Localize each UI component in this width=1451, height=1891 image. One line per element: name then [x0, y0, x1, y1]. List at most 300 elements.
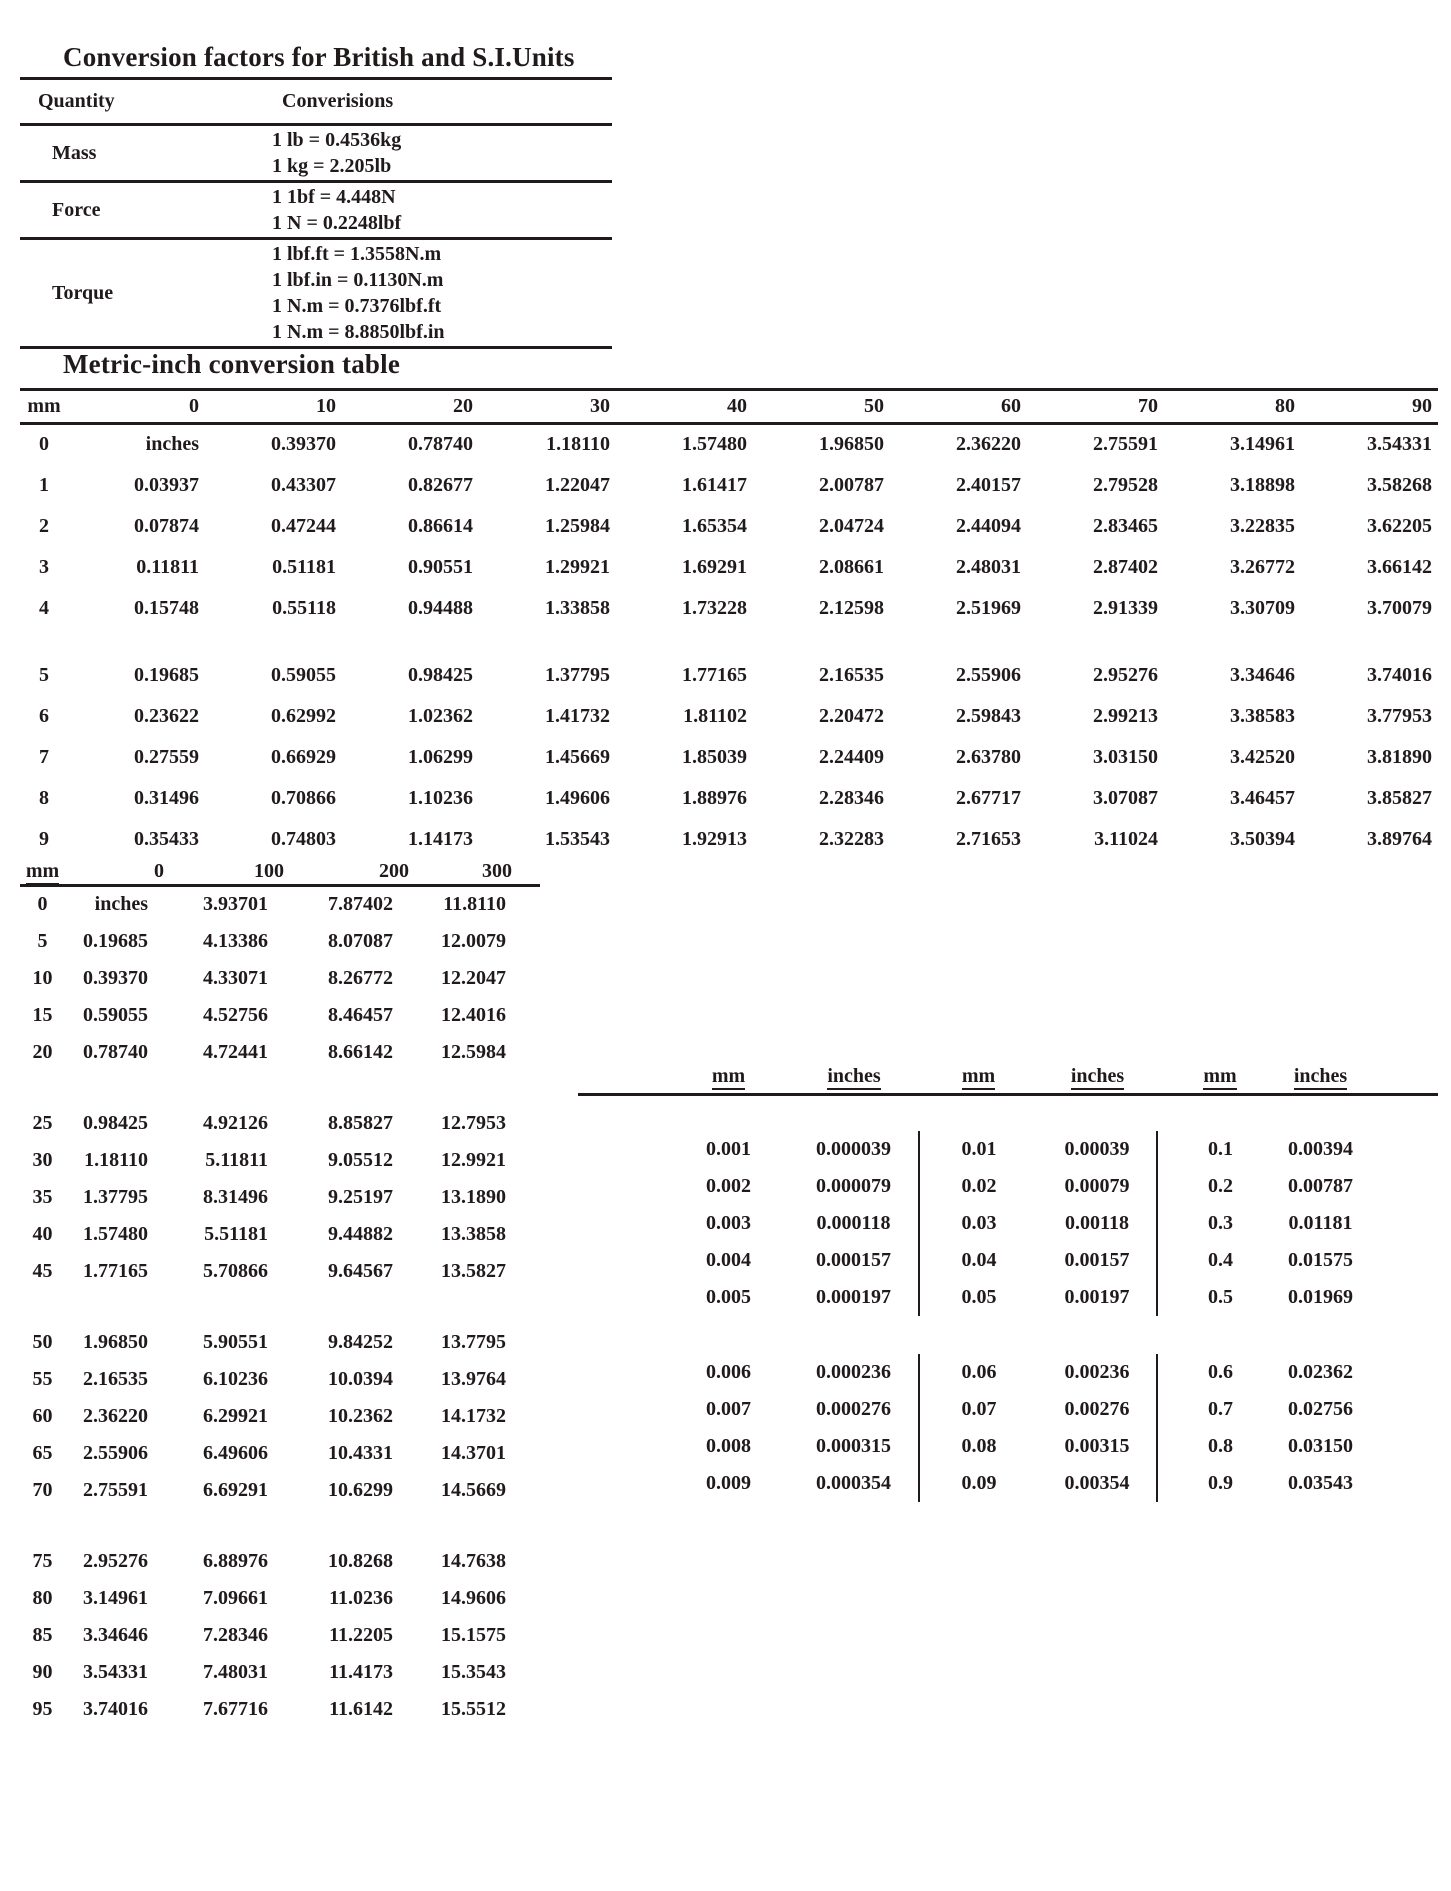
- inches-cell: 0.000157: [789, 1242, 919, 1279]
- value-cell: 2.16535: [83, 1367, 148, 1390]
- value-cell: 5.11811: [205, 1148, 268, 1171]
- conversion-factors-section: [20, 42, 1451, 349]
- value-cell: 8.31496: [203, 1185, 268, 1208]
- value-cell: 2.83465: [1093, 514, 1158, 537]
- inches-cell: 0.00394: [1288, 1137, 1353, 1160]
- value-cell: 2.04724: [819, 514, 884, 537]
- table-row: [578, 1279, 1438, 1316]
- value-cell: 0.07874: [134, 514, 199, 537]
- mm-cell: 0.9: [1208, 1471, 1233, 1494]
- value-cell: 11.6142: [329, 1697, 393, 1720]
- conversion-factors-table: [20, 77, 612, 349]
- value-cell: 3.70079: [1367, 596, 1432, 619]
- conversion-line: 1 1bf = 4.448N: [272, 186, 396, 208]
- inches-cell: 0.01969: [1288, 1285, 1353, 1308]
- inches-cell: 0.02756: [1288, 1397, 1353, 1420]
- value-cell: 9.25197: [328, 1185, 393, 1208]
- table-row: [20, 1253, 540, 1290]
- table-row: [578, 1168, 1438, 1205]
- value-cell: 2.48031: [956, 555, 1021, 578]
- value-cell: 3.38583: [1230, 704, 1295, 727]
- value-cell: 0.47244: [271, 514, 336, 537]
- conversions-cell: [272, 182, 612, 239]
- quantity-column-header: Quantity: [20, 79, 272, 125]
- value-cell: 3.62205: [1367, 514, 1432, 537]
- value-cell: 0.59055: [83, 1003, 148, 1026]
- table-row: [578, 1428, 1438, 1465]
- table-row: [20, 997, 540, 1034]
- value-cell: 0.78740: [408, 433, 473, 456]
- row-header: 3: [39, 555, 49, 578]
- metric-inch-units-table: [20, 388, 1438, 860]
- value-cell: 3.58268: [1367, 473, 1432, 496]
- table-row: [20, 182, 612, 239]
- value-cell: 3.77953: [1367, 704, 1432, 727]
- value-cell: 4.72441: [203, 1040, 268, 1063]
- value-cell: 1.69291: [682, 555, 747, 578]
- column-header: [1157, 1065, 1283, 1095]
- value-cell: 8.46457: [328, 1003, 393, 1026]
- inches-cell: 0.000039: [789, 1131, 919, 1168]
- value-cell: 8.07087: [328, 929, 393, 952]
- mm-cell: 0.05: [961, 1285, 997, 1308]
- mm-cell: 0.007: [706, 1397, 751, 1420]
- value-cell: 5.70866: [203, 1259, 268, 1282]
- value-cell: 3.54331: [1367, 433, 1432, 456]
- value-cell: 3.14961: [83, 1586, 148, 1609]
- inches-cell: 0.000276: [789, 1391, 919, 1428]
- table-row: [20, 1361, 540, 1398]
- value-cell: 3.85827: [1367, 786, 1432, 809]
- value-cell: 0.03937: [134, 473, 199, 496]
- column-header: [1038, 1065, 1157, 1095]
- inches-cell: 0.00236: [1038, 1354, 1157, 1391]
- row-header: 70: [32, 1478, 53, 1501]
- value-cell: 13.3858: [441, 1222, 506, 1245]
- header-underline: mm: [962, 1065, 995, 1090]
- value-cell: 3.03150: [1093, 745, 1158, 768]
- row-header: 50: [32, 1330, 53, 1353]
- column-header: 60: [890, 390, 1027, 424]
- mm-cell: 0.04: [961, 1248, 997, 1271]
- value-cell: 3.42520: [1230, 745, 1295, 768]
- table-row: [20, 778, 1438, 819]
- value-cell: 3.54331: [83, 1660, 148, 1683]
- value-cell: 15.1575: [441, 1623, 506, 1646]
- value-cell: 13.9764: [441, 1367, 506, 1390]
- conversion-factors-title: Conversion factors for British and S.I.Units: [63, 42, 575, 72]
- inches-cell: 0.00276: [1038, 1391, 1157, 1428]
- mm-cell: 0.02: [961, 1174, 997, 1197]
- row-header: 60: [32, 1404, 53, 1427]
- value-cell: 0.23622: [134, 704, 199, 727]
- value-cell: 7.67716: [203, 1697, 268, 1720]
- header-underline: inches: [827, 1065, 880, 1090]
- table-row: [20, 886, 540, 923]
- value-cell: 1.29921: [545, 555, 610, 578]
- inches-cell: 0.000079: [789, 1168, 919, 1205]
- value-cell: 0.78740: [83, 1040, 148, 1063]
- value-cell: 2.79528: [1093, 473, 1158, 496]
- value-cell: 2.59843: [956, 704, 1021, 727]
- value-cell: 4.92126: [203, 1111, 268, 1134]
- value-cell: 10.6299: [328, 1478, 393, 1501]
- header-underline: mm: [1203, 1065, 1236, 1090]
- inches-cell: 0.000236: [789, 1354, 919, 1391]
- mm-cell: 0.002: [706, 1174, 751, 1197]
- table-row: [20, 125, 612, 182]
- value-cell: 1.37795: [545, 663, 610, 686]
- value-cell: 3.81890: [1367, 745, 1432, 768]
- value-cell: 0.39370: [83, 966, 148, 989]
- value-cell: 12.2047: [441, 966, 506, 989]
- table-row: [578, 1391, 1438, 1428]
- value-cell: 10.8268: [328, 1549, 393, 1572]
- row-header: 10: [32, 966, 53, 989]
- value-cell: 1.53543: [545, 827, 610, 850]
- row-header: 30: [32, 1148, 53, 1171]
- value-cell: 2.95276: [1093, 663, 1158, 686]
- value-cell: 0.90551: [408, 555, 473, 578]
- corner-header: mm: [20, 390, 68, 424]
- value-cell: 1.92913: [682, 827, 747, 850]
- value-cell: 1.06299: [408, 745, 473, 768]
- value-cell: 14.7638: [441, 1549, 506, 1572]
- value-cell: 12.4016: [441, 1003, 506, 1026]
- table-row: [20, 819, 1438, 860]
- mm-cell: 0.01: [961, 1137, 997, 1160]
- column-header: 30: [479, 390, 616, 424]
- column-header: 50: [753, 390, 890, 424]
- value-cell: 1.37795: [83, 1185, 148, 1208]
- conversion-line: 1 kg = 2.205lb: [272, 155, 392, 177]
- value-cell: 0.31496: [134, 786, 199, 809]
- value-cell: 14.3701: [441, 1441, 506, 1464]
- value-cell: 0.98425: [83, 1111, 148, 1134]
- row-header: 6: [39, 704, 49, 727]
- inches-cell: 0.00079: [1038, 1168, 1157, 1205]
- value-cell: 5.51181: [204, 1222, 268, 1245]
- value-cell: 0.94488: [408, 596, 473, 619]
- table-row: [20, 1142, 540, 1179]
- value-cell: 9.05512: [328, 1148, 393, 1171]
- row-header: 85: [32, 1623, 53, 1646]
- table-row: [20, 424, 1438, 465]
- mm-cell: 0.4: [1208, 1248, 1233, 1271]
- value-cell: 1.18110: [84, 1148, 148, 1171]
- value-cell: 0.39370: [271, 433, 336, 456]
- mm-cell: 0.005: [706, 1285, 751, 1308]
- spacer-cell: [578, 1095, 1438, 1131]
- value-cell: 1.88976: [682, 786, 747, 809]
- value-cell: 10.4331: [328, 1441, 393, 1464]
- table-row: [578, 1205, 1438, 1242]
- column-header: [919, 1065, 1038, 1095]
- mm-cell: 0.08: [961, 1434, 997, 1457]
- mm-cell: 0.7: [1208, 1397, 1233, 1420]
- value-cell: 0.62992: [271, 704, 336, 727]
- inches-cell: 0.000315: [789, 1428, 919, 1465]
- value-cell: 1.02362: [408, 704, 473, 727]
- value-cell: 0.19685: [83, 929, 148, 952]
- row-header: 8: [39, 786, 49, 809]
- spacer-cell: [20, 1290, 540, 1324]
- group-spacer: [20, 1071, 540, 1105]
- table-row: [578, 1131, 1438, 1168]
- value-cell: 2.28346: [819, 786, 884, 809]
- header-underline: mm: [712, 1065, 745, 1090]
- table-row: [20, 1324, 540, 1361]
- table-row: [20, 960, 540, 997]
- value-cell: 2.63780: [956, 745, 1021, 768]
- value-cell: 1.49606: [545, 786, 610, 809]
- group-spacer: [20, 1290, 540, 1324]
- spacer-cell: [20, 1071, 540, 1105]
- row-header: 5: [39, 663, 49, 686]
- value-cell: 1.33858: [545, 596, 610, 619]
- inches-cell: 0.00787: [1288, 1174, 1353, 1197]
- value-cell: 12.0079: [441, 929, 506, 952]
- table-row: [20, 1654, 540, 1691]
- table-row: [20, 588, 1438, 629]
- inches-cell: 0.02362: [1288, 1360, 1353, 1383]
- spacer-cell: [578, 1316, 1438, 1354]
- column-header: 300: [415, 860, 540, 886]
- value-cell: 2.71653: [956, 827, 1021, 850]
- value-cell: 3.93701: [203, 893, 268, 916]
- value-cell: 10.2362: [328, 1404, 393, 1427]
- row-header: 95: [32, 1697, 53, 1720]
- column-header: 40: [616, 390, 753, 424]
- table-row: [20, 1034, 540, 1071]
- row-header: 20: [32, 1040, 53, 1063]
- column-header: 200: [290, 860, 415, 886]
- metric-inch-hundreds-table: [20, 860, 540, 1728]
- inches-cell: 0.01181: [1288, 1211, 1353, 1234]
- conversion-line: 1 N = 0.2248lbf: [272, 212, 402, 234]
- value-cell: 2.67717: [956, 786, 1021, 809]
- value-cell: 2.95276: [83, 1549, 148, 1572]
- table-row: [20, 547, 1438, 588]
- value-cell: 2.24409: [819, 745, 884, 768]
- value-cell: 2.55906: [83, 1441, 148, 1464]
- value-cell: 14.9606: [441, 1586, 506, 1609]
- value-cell: 0.70866: [271, 786, 336, 809]
- value-cell: 2.51969: [956, 596, 1021, 619]
- value-cell: 3.89764: [1367, 827, 1432, 850]
- spacer-cell: [20, 629, 1438, 655]
- value-cell: 1.14173: [408, 827, 473, 850]
- mm-cell: 0.004: [706, 1248, 751, 1271]
- header-row: [20, 390, 1438, 424]
- column-header: 20: [342, 390, 479, 424]
- value-cell: 1.25984: [545, 514, 610, 537]
- value-cell: 3.50394: [1230, 827, 1295, 850]
- value-cell: 3.11024: [1094, 827, 1158, 850]
- inches-cell: 0.00157: [1038, 1242, 1157, 1279]
- mm-cell: 0.06: [961, 1360, 997, 1383]
- row-header: 0: [39, 433, 49, 456]
- conversions-cell: [272, 125, 612, 182]
- value-cell: 7.87402: [328, 893, 393, 916]
- row-header: 90: [32, 1660, 53, 1683]
- row-header: 25: [32, 1111, 53, 1134]
- inches-cell: 0.01575: [1288, 1248, 1353, 1271]
- value-cell: 0.74803: [271, 827, 336, 850]
- inches-cell: 0.00197: [1038, 1279, 1157, 1316]
- row-header: 40: [32, 1222, 53, 1245]
- row-header: 75: [32, 1549, 53, 1572]
- value-cell: 8.26772: [328, 966, 393, 989]
- mm-cell: 0.09: [961, 1471, 997, 1494]
- quantity-cell: Torque: [20, 239, 272, 348]
- column-header: [578, 1065, 789, 1095]
- row-header: 65: [32, 1441, 53, 1464]
- value-cell: 3.74016: [1367, 663, 1432, 686]
- table-row: [20, 1398, 540, 1435]
- value-cell: 2.87402: [1093, 555, 1158, 578]
- value-cell: 3.66142: [1367, 555, 1432, 578]
- table-row: [578, 1354, 1438, 1391]
- value-cell: 3.34646: [1230, 663, 1295, 686]
- conversion-line: 1 lbf.ft = 1.3558N.m: [272, 243, 442, 265]
- value-cell: 13.5827: [441, 1259, 506, 1282]
- mm-cell: 0.6: [1208, 1360, 1233, 1383]
- value-cell: 2.44094: [956, 514, 1021, 537]
- value-cell: 6.49606: [203, 1441, 268, 1464]
- value-cell: 2.16535: [819, 663, 884, 686]
- table-row: [20, 1691, 540, 1728]
- conversion-line: 1 lbf.in = 0.1130N.m: [272, 269, 444, 291]
- lower-tables-area: [20, 860, 1451, 1728]
- value-cell: 2.75591: [1093, 433, 1158, 456]
- table-row: [578, 1242, 1438, 1279]
- column-header: 80: [1164, 390, 1301, 424]
- value-cell: 11.8110: [443, 893, 506, 916]
- value-cell: 3.07087: [1093, 786, 1158, 809]
- conversion-line: 1 lb = 0.4536kg: [272, 129, 402, 151]
- row-header: 2: [39, 514, 49, 537]
- table-row: [20, 1580, 540, 1617]
- corner-header: [20, 860, 65, 886]
- group-spacer: [578, 1095, 1438, 1131]
- value-cell: 1.57480: [83, 1222, 148, 1245]
- value-cell: 3.14961: [1230, 433, 1295, 456]
- value-cell: 2.32283: [819, 827, 884, 850]
- conversions-column-header: Converisions: [272, 79, 612, 125]
- value-cell: 15.5512: [441, 1697, 506, 1720]
- value-cell: 5.90551: [203, 1330, 268, 1353]
- value-cell: inches: [145, 433, 199, 456]
- inches-cell: 0.00118: [1038, 1205, 1157, 1242]
- value-cell: 6.29921: [203, 1404, 268, 1427]
- row-header: 80: [32, 1586, 53, 1609]
- table-row: [20, 239, 612, 348]
- inches-cell: 0.00354: [1038, 1465, 1157, 1502]
- table-row: [20, 1216, 540, 1253]
- value-cell: 0.66929: [271, 745, 336, 768]
- value-cell: 1.57480: [682, 433, 747, 456]
- value-cell: 9.84252: [328, 1330, 393, 1353]
- value-cell: 2.99213: [1093, 704, 1158, 727]
- value-cell: 13.1890: [441, 1185, 506, 1208]
- value-cell: 1.41732: [545, 704, 610, 727]
- header-underline: mm: [26, 860, 59, 885]
- row-header: 0: [37, 893, 48, 916]
- inches-cell: 0.00039: [1038, 1131, 1157, 1168]
- value-cell: 0.86614: [408, 514, 473, 537]
- row-header: 55: [32, 1367, 53, 1390]
- value-cell: 1.65354: [682, 514, 747, 537]
- value-cell: 14.1732: [441, 1404, 506, 1427]
- value-cell: 11.4173: [329, 1660, 393, 1683]
- row-header: 1: [39, 473, 49, 496]
- group-spacer: [20, 629, 1438, 655]
- spacer-cell: [20, 1509, 540, 1543]
- mm-cell: 0.2: [1208, 1174, 1233, 1197]
- value-cell: 0.43307: [271, 473, 336, 496]
- row-header: 35: [32, 1185, 53, 1208]
- row-header: 15: [32, 1003, 53, 1026]
- value-cell: 3.26772: [1230, 555, 1295, 578]
- value-cell: 8.66142: [328, 1040, 393, 1063]
- value-cell: 2.20472: [819, 704, 884, 727]
- value-cell: 10.0394: [328, 1367, 393, 1390]
- value-cell: 14.5669: [441, 1478, 506, 1501]
- value-cell: 11.2205: [329, 1623, 393, 1646]
- mm-cell: 0.1: [1208, 1137, 1233, 1160]
- table-row: [20, 1179, 540, 1216]
- header-underline: inches: [1294, 1065, 1347, 1090]
- value-cell: 6.88976: [203, 1549, 268, 1572]
- decimal-table-wrapper: [578, 1065, 1438, 1502]
- column-header: [789, 1065, 919, 1095]
- value-cell: 2.40157: [956, 473, 1021, 496]
- value-cell: 0.27559: [134, 745, 199, 768]
- value-cell: 12.5984: [441, 1040, 506, 1063]
- conversion-line: 1 N.m = 0.7376lbf.ft: [272, 295, 442, 317]
- mm-cell: 0.009: [706, 1471, 751, 1494]
- value-cell: 1.61417: [682, 473, 747, 496]
- value-cell: 3.18898: [1230, 473, 1295, 496]
- value-cell: 1.10236: [408, 786, 473, 809]
- table-row: [20, 696, 1438, 737]
- quantity-cell: Mass: [20, 125, 272, 182]
- quantity-cell: Force: [20, 182, 272, 239]
- value-cell: 2.55906: [956, 663, 1021, 686]
- value-cell: 0.11811: [136, 555, 199, 578]
- conversion-line: 1 N.m = 8.8850lbf.in: [272, 321, 445, 343]
- value-cell: 0.19685: [134, 663, 199, 686]
- value-cell: 4.52756: [203, 1003, 268, 1026]
- value-cell: 0.35433: [134, 827, 199, 850]
- value-cell: 15.3543: [441, 1660, 506, 1683]
- value-cell: 1.77165: [83, 1259, 148, 1282]
- table-row: [20, 1105, 540, 1142]
- value-cell: 6.10236: [203, 1367, 268, 1390]
- value-cell: 2.75591: [83, 1478, 148, 1501]
- value-cell: 4.33071: [203, 966, 268, 989]
- value-cell: 6.69291: [203, 1478, 268, 1501]
- column-header: 70: [1027, 390, 1164, 424]
- row-header: 9: [39, 827, 49, 850]
- column-header: [1283, 1065, 1438, 1095]
- column-header: 100: [170, 860, 290, 886]
- table-row: [20, 737, 1438, 778]
- value-cell: 1.45669: [545, 745, 610, 768]
- mm-cell: 0.001: [706, 1137, 751, 1160]
- row-header: 5: [37, 929, 48, 952]
